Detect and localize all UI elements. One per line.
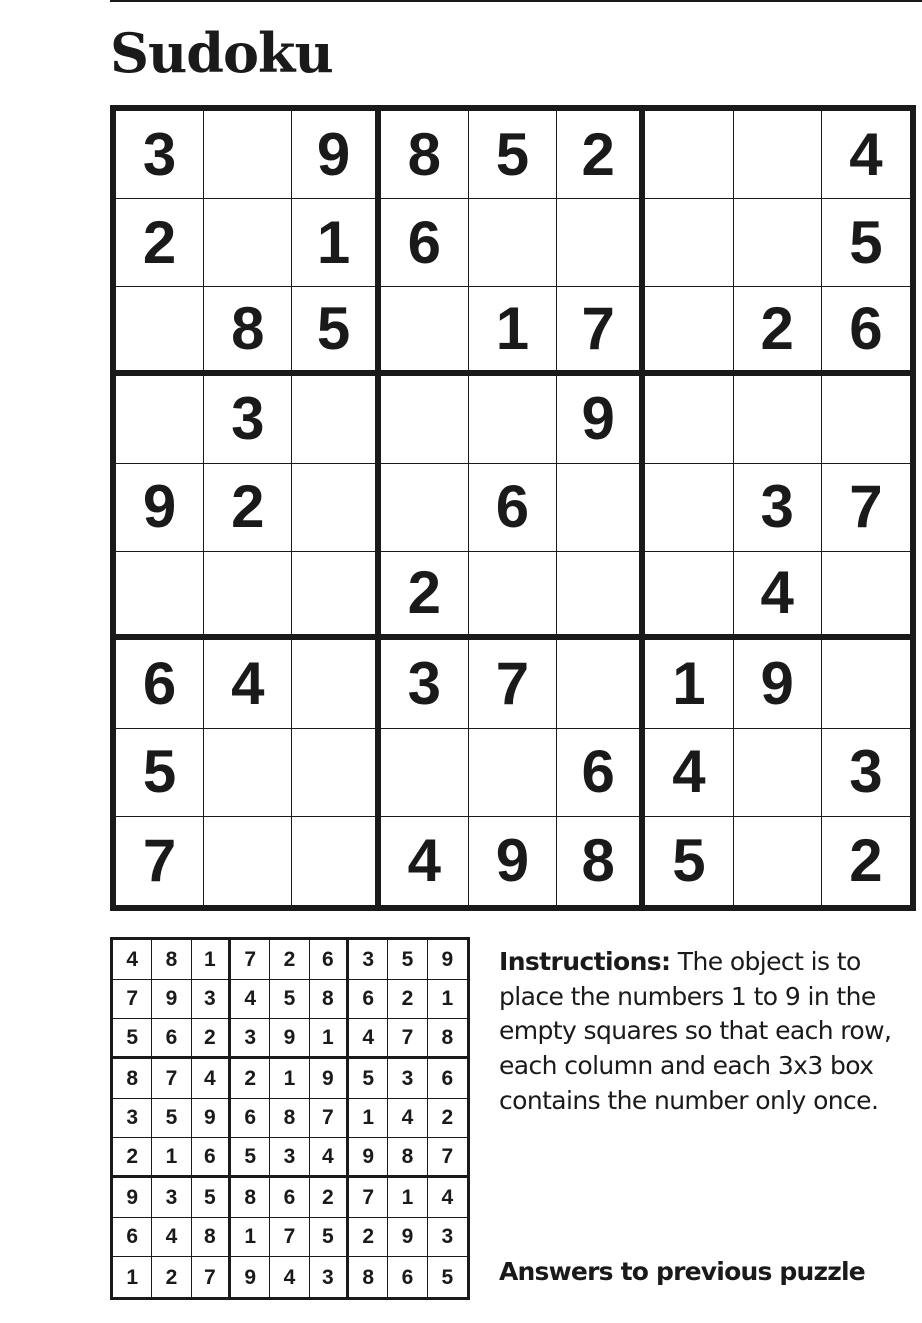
page-title: Sudoku — [110, 21, 333, 85]
answer-cell-r2-c5: 5 — [270, 980, 309, 1020]
answer-cell-r5-c4: 6 — [231, 1099, 270, 1139]
puzzle-cell-r7-c4: 3 — [381, 640, 469, 728]
answer-cell-r5-c5: 8 — [270, 1099, 309, 1139]
answers-caption: Answers to previous puzzle — [499, 1257, 865, 1286]
answer-cell-r3-c2: 6 — [152, 1019, 191, 1059]
puzzle-cell-r3-c9: 6 — [822, 287, 910, 375]
puzzle-cell-r8-c7: 4 — [645, 729, 733, 817]
puzzle-cell-r9-c8[interactable] — [734, 817, 822, 905]
puzzle-cell-r2-c3: 1 — [292, 199, 380, 287]
answer-cell-r4-c8: 3 — [388, 1059, 427, 1099]
answer-cell-r2-c9: 1 — [428, 980, 467, 1020]
answer-cell-r6-c3: 6 — [192, 1138, 231, 1178]
answer-cell-r3-c7: 4 — [349, 1019, 388, 1059]
answer-cell-r2-c1: 7 — [113, 980, 152, 1020]
puzzle-cell-r3-c5: 1 — [469, 287, 557, 375]
answer-cell-r9-c6: 3 — [310, 1257, 349, 1297]
answer-cell-r3-c6: 1 — [310, 1019, 349, 1059]
answer-cell-r9-c2: 2 — [152, 1257, 191, 1297]
puzzle-cell-r3-c2: 8 — [204, 287, 292, 375]
puzzle-cell-r8-c4[interactable] — [381, 729, 469, 817]
answer-cell-r1-c5: 2 — [270, 940, 309, 980]
puzzle-cell-r8-c2[interactable] — [204, 729, 292, 817]
puzzle-cell-r2-c9: 5 — [822, 199, 910, 287]
answer-cell-r2-c6: 8 — [310, 980, 349, 1020]
answer-cell-r5-c3: 9 — [192, 1099, 231, 1139]
puzzle-cell-r4-c6: 9 — [557, 376, 645, 464]
puzzle-cell-r3-c3: 5 — [292, 287, 380, 375]
puzzle-cell-r4-c8[interactable] — [734, 376, 822, 464]
answer-cell-r6-c9: 7 — [428, 1138, 467, 1178]
answer-cell-r1-c3: 1 — [192, 940, 231, 980]
puzzle-cell-r9-c9: 2 — [849, 826, 883, 894]
answer-cell-r8-c5: 7 — [270, 1218, 309, 1258]
puzzle-cell-r5-c3[interactable] — [292, 464, 380, 552]
puzzle-cell-r4-c2: 3 — [204, 376, 292, 464]
answer-cell-r6-c5: 3 — [270, 1138, 309, 1178]
puzzle-cell-r1-c8[interactable] — [734, 111, 822, 199]
answer-cell-r9-c3: 7 — [192, 1257, 231, 1297]
answer-cell-r2-c3: 3 — [192, 980, 231, 1020]
answer-cell-r7-c8: 1 — [388, 1178, 427, 1218]
puzzle-cell-r1-c4: 8 — [381, 111, 469, 199]
answer-cell-r7-c2: 3 — [152, 1178, 191, 1218]
puzzle-cell-r1-c3: 9 — [292, 111, 380, 199]
puzzle-cell-r5-c6[interactable] — [557, 464, 645, 552]
answer-cell-r8-c3: 8 — [192, 1218, 231, 1258]
instructions — [499, 945, 899, 1119]
puzzle-cell-r6-c6[interactable] — [557, 552, 645, 640]
puzzle-cell-r7-c5: 7 — [469, 640, 557, 728]
puzzle-cell-r2-c2[interactable] — [204, 199, 292, 287]
answer-cell-r8-c8: 9 — [388, 1218, 427, 1258]
answer-cell-r9-c8: 6 — [388, 1257, 427, 1297]
puzzle-cell-r3-c6: 7 — [557, 287, 645, 375]
answer-cell-r3-c1: 5 — [113, 1019, 152, 1059]
answer-cell-r8-c6: 5 — [310, 1218, 349, 1258]
puzzle-cell-r3-c8: 2 — [734, 287, 822, 375]
puzzle-cell-r1-c6: 2 — [557, 111, 645, 199]
answer-cell-r1-c4: 7 — [231, 940, 270, 980]
answer-cell-r5-c2: 5 — [152, 1099, 191, 1139]
answer-cell-r6-c7: 9 — [349, 1138, 388, 1178]
puzzle-cell-r2-c5[interactable] — [469, 199, 557, 287]
top-rule — [110, 0, 922, 2]
answer-cell-r3-c8: 7 — [388, 1019, 427, 1059]
puzzle-cell-r6-c9[interactable] — [822, 552, 910, 640]
answer-cell-r7-c5: 6 — [270, 1178, 309, 1218]
answer-cell-r4-c6: 9 — [310, 1059, 349, 1099]
answer-cell-r9-c7: 8 — [349, 1257, 388, 1297]
answer-cell-r9-c4: 9 — [231, 1257, 270, 1297]
puzzle-cell-r6-c4: 2 — [381, 552, 469, 640]
puzzle-cell-r6-c7[interactable] — [645, 552, 733, 640]
instructions-label: Instructions: — [499, 947, 671, 976]
answer-cell-r5-c8: 4 — [388, 1099, 427, 1139]
answer-cell-r4-c2: 7 — [152, 1059, 191, 1099]
answer-cell-r8-c1: 6 — [113, 1218, 152, 1258]
answer-cell-r5-c7: 1 — [349, 1099, 388, 1139]
puzzle-cell-r2-c8[interactable] — [734, 199, 822, 287]
puzzle-cell-r1-c5: 5 — [469, 111, 557, 199]
answer-cell-r8-c7: 2 — [349, 1218, 388, 1258]
puzzle-cell-r8-c9: 3 — [822, 729, 910, 817]
puzzle-cell-r1-c9: 4 — [822, 111, 910, 199]
puzzle-cell-r5-c7[interactable] — [645, 464, 733, 552]
puzzle-cell-r3-c7[interactable] — [645, 287, 733, 375]
answer-cell-r1-c9: 9 — [428, 940, 467, 980]
answer-cell-r3-c3: 2 — [192, 1019, 231, 1059]
answer-cell-r3-c4: 3 — [231, 1019, 270, 1059]
puzzle-cell-r4-c7[interactable] — [645, 376, 733, 464]
puzzle-cell-r7-c7: 1 — [645, 640, 733, 728]
puzzle-cell-r8-c1: 5 — [116, 729, 204, 817]
puzzle-cell-r5-c4[interactable] — [381, 464, 469, 552]
puzzle-cell-r7-c2: 4 — [204, 640, 292, 728]
puzzle-cell-r4-c4[interactable] — [381, 376, 469, 464]
puzzle-cell-r6-c2[interactable] — [204, 552, 292, 640]
answer-cell-r8-c4: 1 — [231, 1218, 270, 1258]
answer-cell-r9-c5: 4 — [270, 1257, 309, 1297]
answer-cell-r6-c8: 8 — [388, 1138, 427, 1178]
answer-cell-r4-c4: 2 — [231, 1059, 270, 1099]
answer-cell-r3-c5: 9 — [270, 1019, 309, 1059]
puzzle-cell-r8-c3[interactable] — [292, 729, 380, 817]
answer-cell-r7-c9: 4 — [428, 1178, 467, 1218]
puzzle-cell-r6-c1[interactable] — [116, 552, 204, 640]
puzzle-cell-r7-c1: 6 — [116, 640, 204, 728]
puzzle-cell-r9-c7: 5 — [645, 817, 733, 905]
puzzle-cell-r2-c7[interactable] — [645, 199, 733, 287]
answer-cell-r4-c5: 1 — [270, 1059, 309, 1099]
answer-cell-r4-c9: 6 — [428, 1059, 467, 1099]
answer-cell-r9-c9: 5 — [441, 1265, 454, 1289]
answer-cell-r7-c4: 8 — [231, 1178, 270, 1218]
puzzle-cell-r9-c5: 9 — [469, 817, 557, 905]
answer-cell-r5-c9: 2 — [428, 1099, 467, 1139]
answer-cell-r4-c7: 5 — [349, 1059, 388, 1099]
instructions-text: The object is to place the numbers 1 to 9 in the empty squares so that each row, each column and each 3x3 box contains the number only once. — [499, 947, 892, 1115]
answer-cell-r6-c1: 2 — [113, 1138, 152, 1178]
puzzle-cell-r7-c9[interactable] — [822, 640, 910, 728]
puzzle-cell-r9-c3[interactable] — [292, 817, 380, 905]
answer-cell-r7-c3: 5 — [192, 1178, 231, 1218]
puzzle-cell-r2-c1: 2 — [116, 199, 204, 287]
puzzle-cell-r8-c6: 6 — [557, 729, 645, 817]
puzzle-cell-r5-c5: 6 — [469, 464, 557, 552]
puzzle-cell-r2-c4: 6 — [381, 199, 469, 287]
puzzle-cell-r9-c2[interactable] — [204, 817, 292, 905]
answer-cell-r2-c8: 2 — [388, 980, 427, 1020]
answer-cell-r6-c4: 5 — [231, 1138, 270, 1178]
answer-cell-r8-c9: 3 — [428, 1218, 467, 1258]
answer-cell-r7-c1: 9 — [113, 1178, 152, 1218]
puzzle-cell-r3-c1[interactable] — [116, 287, 204, 375]
puzzle-cell-r5-c8: 3 — [734, 464, 822, 552]
puzzle-cell-r6-c3[interactable] — [292, 552, 380, 640]
puzzle-cell-r6-c5[interactable] — [469, 552, 557, 640]
puzzle-cell-r9-c4: 4 — [381, 817, 469, 905]
puzzle-cell-r8-c8[interactable] — [734, 729, 822, 817]
answer-cell-r2-c7: 6 — [349, 980, 388, 1020]
puzzle-cell-r5-c1: 9 — [116, 464, 204, 552]
answer-cell-r9-c1: 1 — [113, 1257, 152, 1297]
puzzle-cell-r4-c3[interactable] — [292, 376, 380, 464]
sudoku-puzzle-grid — [110, 105, 916, 911]
answer-cell-r3-c9: 8 — [428, 1019, 467, 1059]
puzzle-cell-r3-c4[interactable] — [381, 287, 469, 375]
answer-cell-r1-c6: 6 — [310, 940, 349, 980]
answer-cell-r6-c2: 1 — [152, 1138, 191, 1178]
puzzle-cell-r4-c9[interactable] — [822, 376, 910, 464]
answer-cell-r5-c6: 7 — [310, 1099, 349, 1139]
puzzle-cell-r9-c6: 8 — [557, 817, 645, 905]
puzzle-cell-r7-c8: 9 — [734, 640, 822, 728]
puzzle-cell-r7-c3[interactable] — [292, 640, 380, 728]
puzzle-cell-r8-c5[interactable] — [469, 729, 557, 817]
answer-cell-r1-c2: 8 — [152, 940, 191, 980]
answer-cell-r1-c1: 4 — [113, 940, 152, 980]
puzzle-cell-r7-c6[interactable] — [557, 640, 645, 728]
puzzle-cell-r1-c2[interactable] — [204, 111, 292, 199]
answer-cell-r5-c1: 3 — [113, 1099, 152, 1139]
answer-cell-r7-c6: 2 — [310, 1178, 349, 1218]
answer-cell-r4-c1: 8 — [113, 1059, 152, 1099]
answer-cell-r1-c8: 5 — [388, 940, 427, 980]
answer-cell-r2-c4: 4 — [231, 980, 270, 1020]
answer-cell-r7-c7: 7 — [349, 1178, 388, 1218]
previous-answers-grid — [110, 937, 470, 1300]
puzzle-cell-r4-c1[interactable] — [116, 376, 204, 464]
puzzle-cell-r9-c1: 7 — [116, 817, 204, 905]
answer-cell-r6-c6: 4 — [310, 1138, 349, 1178]
puzzle-cell-r1-c1: 3 — [116, 111, 204, 199]
puzzle-cell-r5-c9: 7 — [822, 464, 910, 552]
puzzle-cell-r4-c5[interactable] — [469, 376, 557, 464]
puzzle-cell-r1-c7[interactable] — [645, 111, 733, 199]
puzzle-cell-r2-c6[interactable] — [557, 199, 645, 287]
puzzle-cell-r5-c2: 2 — [204, 464, 292, 552]
answer-cell-r4-c3: 4 — [192, 1059, 231, 1099]
answer-cell-r8-c2: 4 — [152, 1218, 191, 1258]
puzzle-cell-r6-c8: 4 — [734, 552, 822, 640]
answer-cell-r2-c2: 9 — [152, 980, 191, 1020]
answer-cell-r1-c7: 3 — [349, 940, 388, 980]
